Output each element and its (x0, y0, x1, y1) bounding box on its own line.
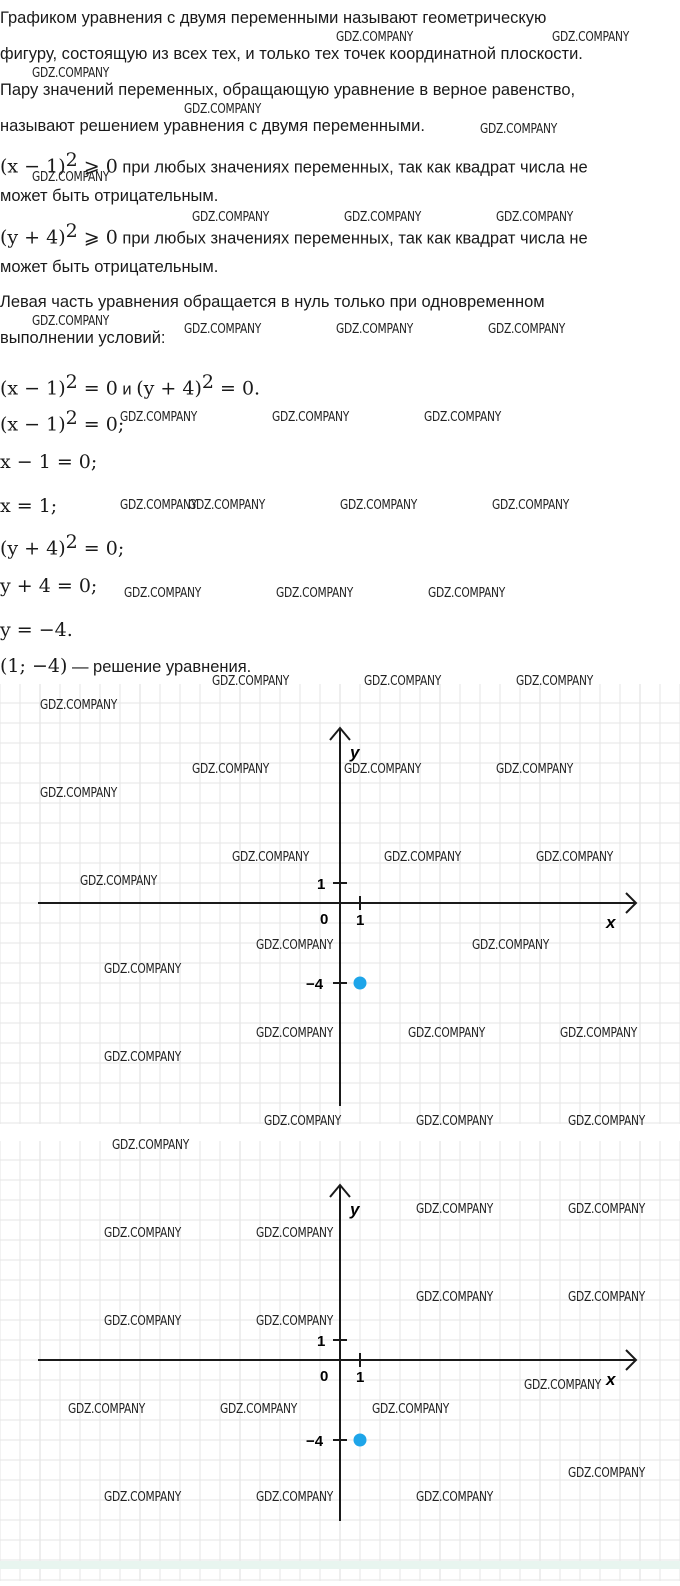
text: и (117, 380, 137, 399)
watermark-text: GDZ.COMPANY (232, 850, 310, 865)
watermark-text: GDZ.COMPANY (568, 1114, 646, 1129)
paragraph-line: Левая часть уравнения обращается в нуль только при одновременном (0, 293, 545, 311)
watermark-text: GDZ.COMPANY (32, 66, 110, 81)
watermark-text: GDZ.COMPANY (492, 498, 570, 513)
math-expression: (x − 1) (0, 413, 66, 436)
math-exponent: 2 (201, 371, 214, 393)
x-axis-label: x (606, 1370, 616, 1389)
watermark-text: GDZ.COMPANY (424, 410, 502, 425)
paragraph-line: называют решением уравнения с двумя переменными. (0, 117, 425, 135)
watermark-text: GDZ.COMPANY (408, 1026, 486, 1041)
watermark-text: GDZ.COMPANY (336, 322, 414, 337)
watermark-text: GDZ.COMPANY (384, 850, 462, 865)
watermark-text: GDZ.COMPANY (120, 410, 198, 425)
watermark-text: GDZ.COMPANY (488, 322, 566, 337)
watermark-text: GDZ.COMPANY (536, 850, 614, 865)
watermark-text: GDZ.COMPANY (516, 674, 594, 689)
x-tick-label: 1 (356, 912, 365, 929)
math-relation: = 0; (77, 413, 125, 436)
watermark-text: GDZ.COMPANY (124, 586, 202, 601)
watermark-text: GDZ.COMPANY (340, 498, 418, 513)
paragraph-line: Графиком уравнения с двумя переменными называют геометрическую (0, 9, 547, 27)
math-expression: (y + 4) (136, 377, 202, 400)
math-relation: = 0 (77, 377, 118, 400)
y-axis-label: y (350, 1200, 360, 1219)
watermark-text: GDZ.COMPANY (32, 170, 110, 185)
watermark-text: GDZ.COMPANY (256, 1026, 334, 1041)
math-relation: = 0. (213, 377, 261, 400)
equation-line: x − 1 = 0; (0, 451, 98, 473)
watermark-text: GDZ.COMPANY (184, 102, 262, 117)
watermark-text: GDZ.COMPANY (372, 1402, 450, 1417)
watermark-text: GDZ.COMPANY (524, 1378, 602, 1393)
watermark-text: GDZ.COMPANY (220, 1402, 298, 1417)
watermark-text: GDZ.COMPANY (184, 322, 262, 337)
paragraph-line: может быть отрицательным. (0, 187, 219, 205)
watermark-text: GDZ.COMPANY (416, 1202, 494, 1217)
watermark-text: GDZ.COMPANY (568, 1466, 646, 1481)
solution-point (354, 977, 367, 990)
watermark-text: GDZ.COMPANY (256, 1314, 334, 1329)
math-expression: (1; −4) (0, 655, 68, 677)
paragraph-line: выполнении условий: (0, 329, 166, 347)
equation-line: x = 1; (0, 495, 58, 517)
math-relation: ⩾ 0 (77, 226, 118, 249)
math-relation: = 0; (77, 537, 125, 560)
coordinate-graph-1 (0, 684, 680, 1129)
math-expression: (y + 4) (0, 537, 66, 560)
watermark-text: GDZ.COMPANY (272, 410, 350, 425)
watermark-text: GDZ.COMPANY (120, 498, 198, 513)
text: при любых значениях переменных, так как квадрат числа не (117, 158, 588, 177)
origin-label: 0 (320, 1368, 329, 1385)
watermark-text: GDZ.COMPANY (416, 1490, 494, 1505)
watermark-text: GDZ.COMPANY (104, 1050, 182, 1065)
equation-line: y = −4. (0, 619, 73, 641)
watermark-text: GDZ.COMPANY (112, 1138, 190, 1153)
paragraph-line: может быть отрицательным. (0, 258, 219, 276)
watermark-text: GDZ.COMPANY (568, 1202, 646, 1217)
watermark-text: GDZ.COMPANY (104, 962, 182, 977)
watermark-text: GDZ.COMPANY (68, 1402, 146, 1417)
watermark-text: GDZ.COMPANY (212, 674, 290, 689)
watermark-text: GDZ.COMPANY (552, 30, 630, 45)
watermark-text: GDZ.COMPANY (364, 674, 442, 689)
x-tick-label: 1 (356, 1369, 365, 1386)
bottom-strip (0, 1561, 680, 1569)
paragraph-line: фигуру, состоящую из всех тех, и только тех точек координатной плоскости. (0, 45, 583, 63)
math-exponent: 2 (65, 149, 78, 171)
origin-label: 0 (320, 911, 329, 928)
watermark-text: GDZ.COMPANY (276, 586, 354, 601)
watermark-text: GDZ.COMPANY (40, 698, 118, 713)
paragraph-line: Пару значений переменных, обращающую уравнение в верное равенство, (0, 81, 576, 99)
math-expression: (x − 1) (0, 377, 66, 400)
watermark-text: GDZ.COMPANY (264, 1114, 342, 1129)
solution-point (354, 1434, 367, 1447)
watermark-text: GDZ.COMPANY (344, 762, 422, 777)
watermark-text: GDZ.COMPANY (480, 122, 558, 137)
watermark-text: GDZ.COMPANY (428, 586, 506, 601)
watermark-text: GDZ.COMPANY (256, 938, 334, 953)
watermark-text: GDZ.COMPANY (256, 1226, 334, 1241)
equation-line (0, 524, 680, 568)
watermark-text: GDZ.COMPANY (188, 498, 266, 513)
math-relation: ⩾ 0 (77, 155, 118, 178)
y-tick-label: 1 (317, 876, 326, 893)
math-expression: (x − 1) (0, 155, 66, 178)
equation-line: y + 4 = 0; (0, 575, 98, 597)
watermark-text: GDZ.COMPANY (496, 210, 574, 225)
watermark-text: GDZ.COMPANY (336, 30, 414, 45)
text: при любых значениях переменных, так как квадрат числа не (117, 229, 588, 248)
watermark-text: GDZ.COMPANY (256, 1490, 334, 1505)
watermark-text: GDZ.COMPANY (104, 1490, 182, 1505)
watermark-text: GDZ.COMPANY (104, 1226, 182, 1241)
watermark-text: GDZ.COMPANY (416, 1290, 494, 1305)
watermark-text: GDZ.COMPANY (104, 1314, 182, 1329)
watermark-text: GDZ.COMPANY (40, 786, 118, 801)
watermark-text: GDZ.COMPANY (344, 210, 422, 225)
y-axis-label: y (350, 743, 360, 762)
watermark-text: GDZ.COMPANY (560, 1026, 638, 1041)
watermark-text: GDZ.COMPANY (192, 762, 270, 777)
math-expression: (y + 4) (0, 226, 66, 249)
y-tick-label: 1 (317, 1333, 326, 1350)
watermark-text: GDZ.COMPANY (32, 314, 110, 329)
point-y-label: −4 (306, 976, 324, 993)
watermark-text: GDZ.COMPANY (472, 938, 550, 953)
math-exponent: 2 (65, 220, 78, 242)
math-exponent: 2 (65, 371, 78, 393)
watermark-text: GDZ.COMPANY (80, 874, 158, 889)
point-y-label: −4 (306, 1433, 324, 1450)
watermark-text: GDZ.COMPANY (568, 1290, 646, 1305)
x-axis-label: x (606, 913, 616, 932)
watermark-text: GDZ.COMPANY (496, 762, 574, 777)
watermark-text: GDZ.COMPANY (192, 210, 270, 225)
text: — решение уравнения. (67, 658, 252, 676)
math-exponent: 2 (65, 407, 78, 429)
watermark-text: GDZ.COMPANY (416, 1114, 494, 1129)
math-exponent: 2 (65, 531, 78, 553)
